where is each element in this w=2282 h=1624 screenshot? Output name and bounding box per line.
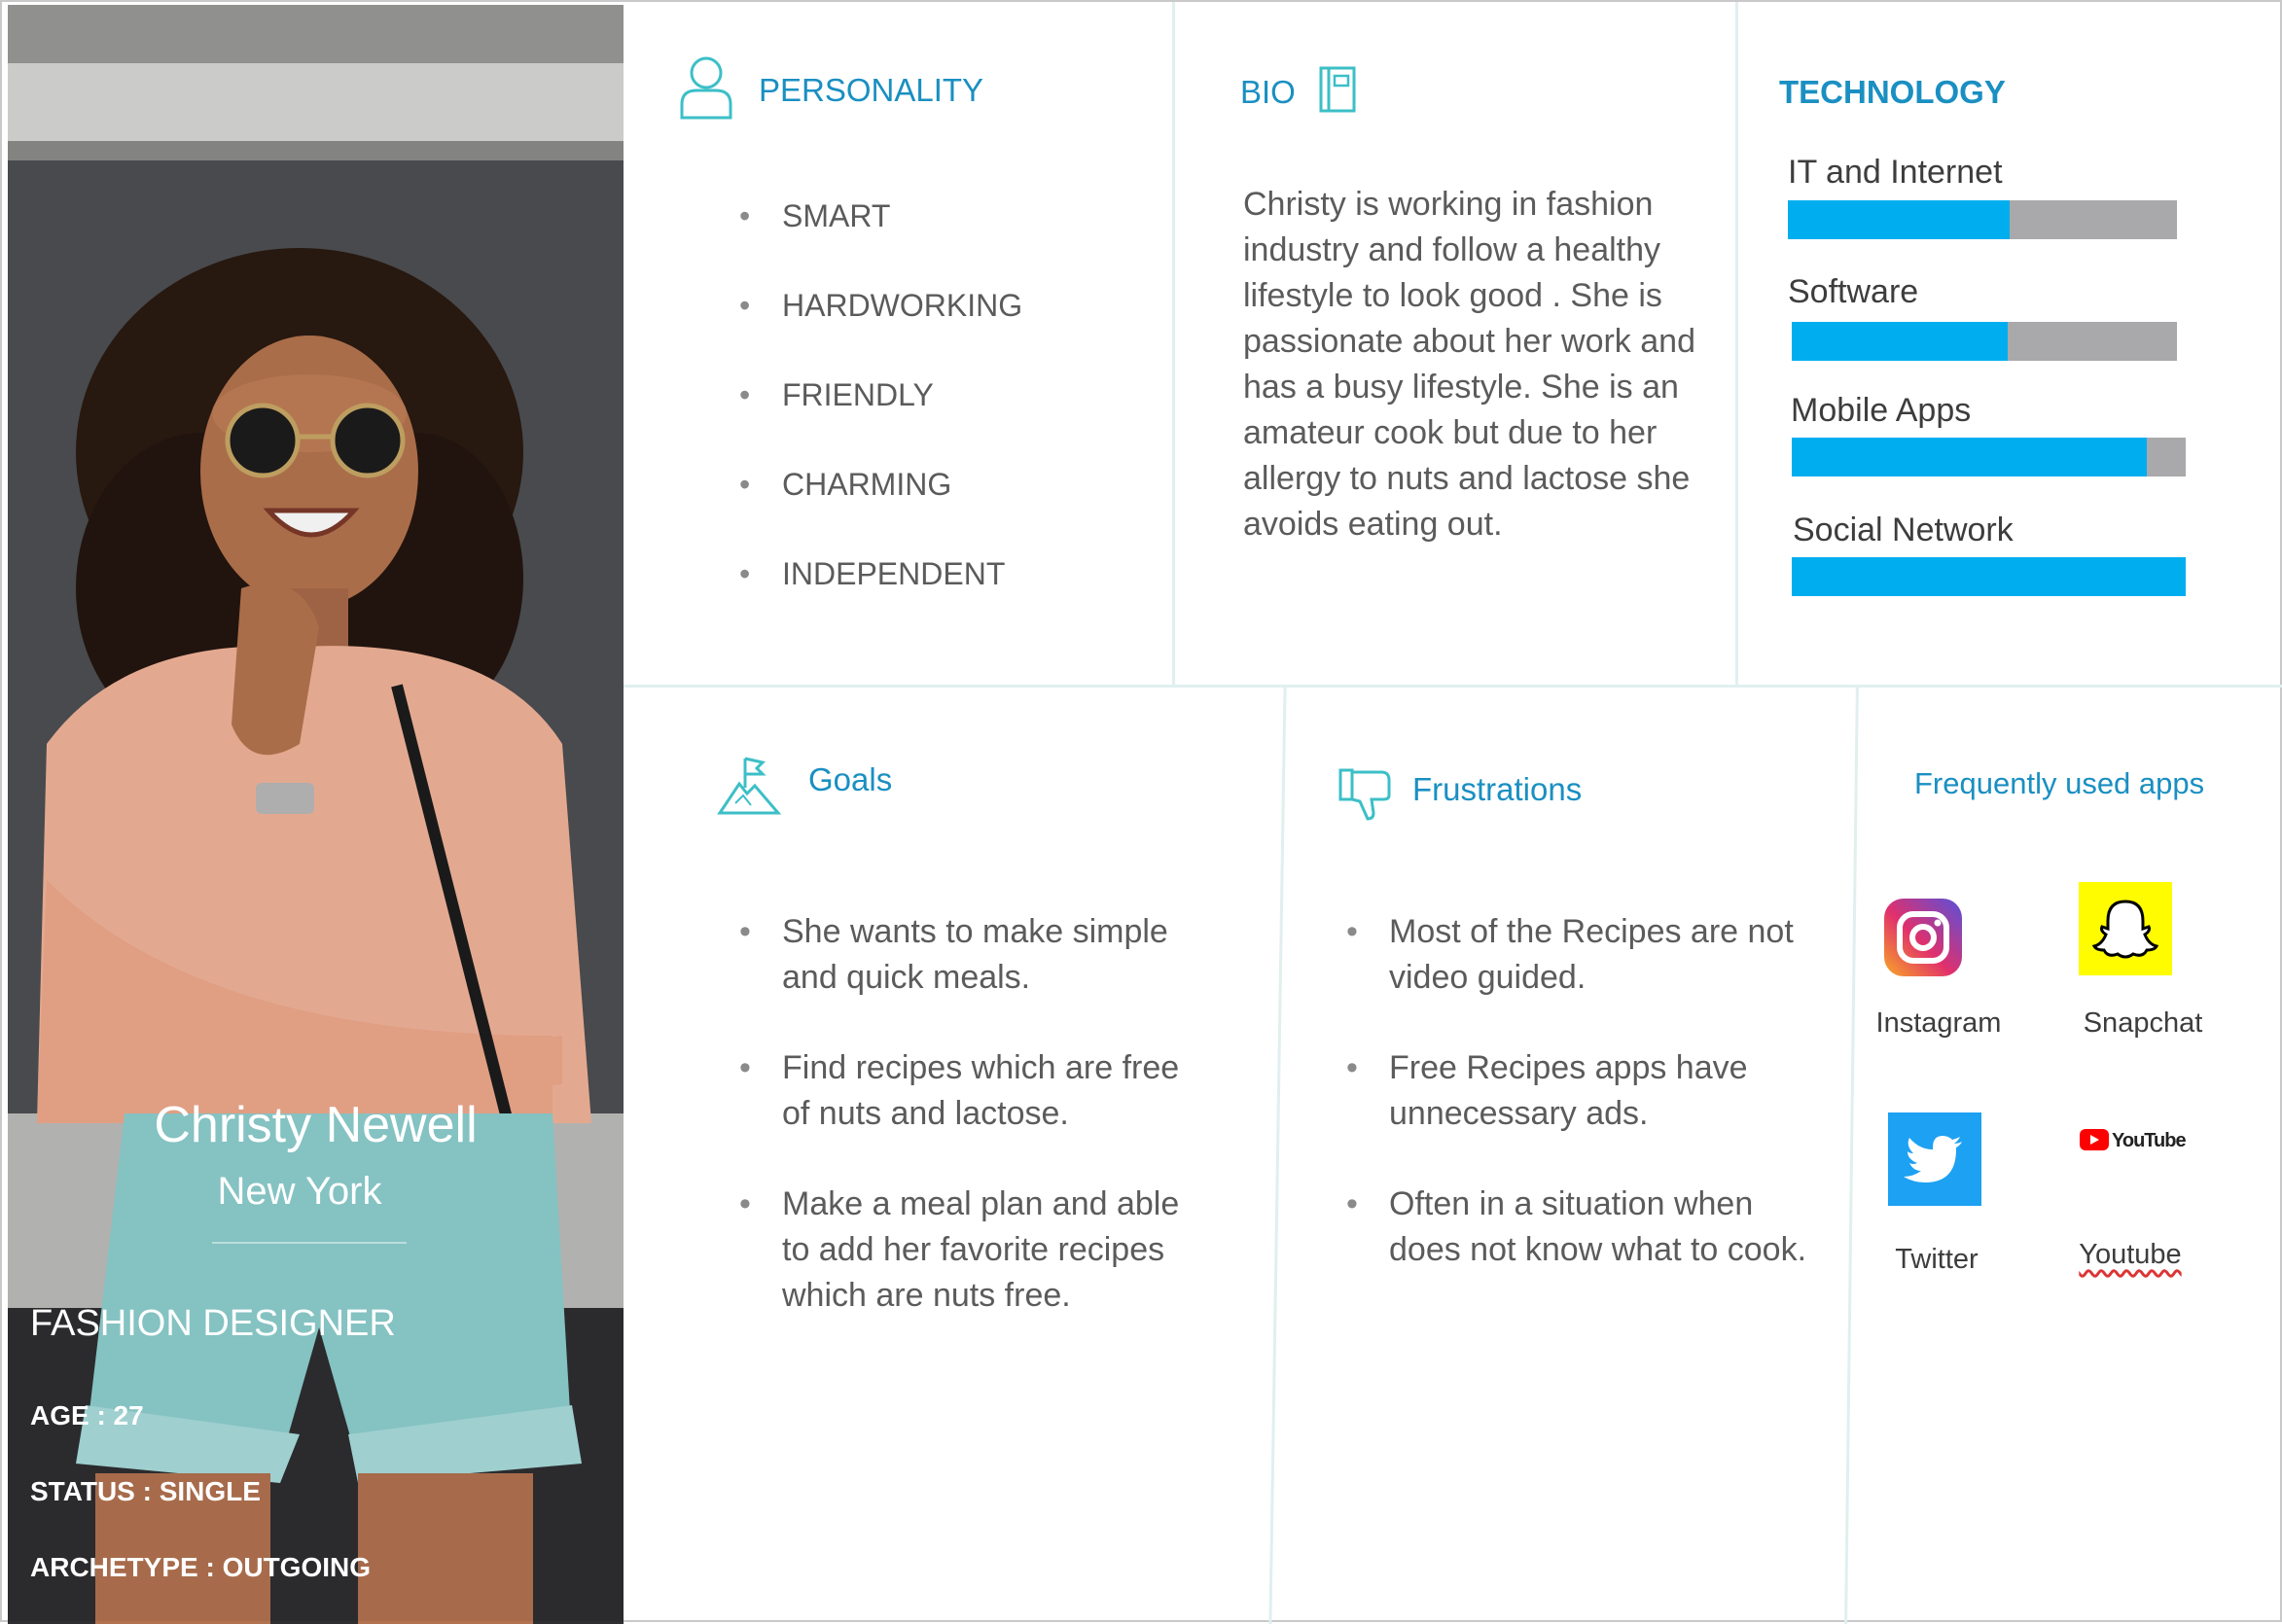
tech-bar-fill	[1788, 200, 2010, 239]
list-item: • Make a meal plan and able to add her favorite recipes which are nuts free.	[739, 1182, 1196, 1319]
app-label: Snapchat	[2083, 1007, 2203, 1039]
list-item: • HARDWORKING	[739, 288, 1022, 324]
frustrations-heading: Frustrations	[1412, 771, 1583, 807]
instagram-icon	[1882, 897, 1964, 983]
technology-heading: TECHNOLOGY	[1779, 74, 2006, 110]
divider	[624, 685, 2282, 688]
bio-text: Christy is working in fashion industry and follow a healthy lifestyle to look good . She is passionate about her work and has a busy lifestyle. She is an amateur cook but due to her allergy to nuts and lactose she avoids eating out.	[1243, 186, 1695, 543]
notebook-icon	[1319, 66, 1356, 118]
list-item: • Often in a situation when does not know what to cook.	[1346, 1182, 1813, 1273]
snapchat-icon	[2079, 882, 2172, 980]
tech-label: Mobile Apps	[1791, 392, 1972, 429]
photo-illustration	[8, 5, 624, 1621]
divider	[1735, 2, 1738, 685]
list-item: • INDEPENDENT	[739, 556, 1022, 592]
tech-bar	[1788, 200, 2177, 239]
divider	[1844, 685, 1859, 1624]
tech-label: IT and Internet	[1788, 154, 2003, 191]
tech-bar-fill	[1792, 322, 2008, 361]
persona-status: STATUS : SINGLE	[30, 1476, 261, 1506]
list-item: • FRIENDLY	[739, 377, 1022, 413]
tech-label: Software	[1788, 273, 1919, 310]
divider	[212, 1242, 407, 1244]
persona-photo	[8, 5, 624, 1621]
persona-age: AGE : 27	[30, 1400, 144, 1430]
persona-name: Christy Newell	[154, 1097, 478, 1153]
person-icon	[679, 55, 733, 124]
persona-city: New York	[217, 1170, 382, 1213]
youtube-icon	[2079, 1125, 2186, 1159]
apps-heading: Frequently used apps	[1914, 766, 2205, 800]
goals-list	[739, 909, 1196, 1363]
twitter-icon	[1888, 1112, 1981, 1211]
tech-bar	[1792, 322, 2177, 361]
app-label-text: Youtube	[2079, 1239, 2182, 1270]
frustrations-list	[1346, 909, 1813, 1318]
tech-bar-fill	[1792, 438, 2147, 477]
personality-heading: PERSONALITY	[759, 72, 984, 108]
list-item: • SMART	[739, 198, 1022, 234]
mountain-flag-icon	[718, 755, 780, 820]
app-label	[2043, 1239, 2218, 1271]
divider	[1268, 685, 1286, 1624]
app-label: Instagram	[1875, 1007, 2002, 1039]
tech-bar	[1792, 557, 2186, 596]
personality-list	[739, 198, 1022, 646]
tech-bar-fill	[1792, 557, 2186, 596]
thumbs-down-icon	[1338, 766, 1393, 826]
list-item: • She wants to make simple and quick meals.	[739, 909, 1196, 1001]
bio-heading: BIO	[1240, 74, 1296, 110]
tech-label: Social Network	[1793, 512, 2014, 548]
goals-heading: Goals	[808, 761, 893, 797]
app-label: Twitter	[1895, 1244, 1979, 1275]
persona-role: FASHION DESIGNER	[30, 1303, 396, 1344]
divider	[1172, 2, 1175, 685]
youtube-logo-text: YouTube	[2112, 1130, 2186, 1151]
list-item: • Free Recipes apps have unnecessary ads.	[1346, 1045, 1813, 1137]
persona-archetype: ARCHETYPE : OUTGOING	[30, 1552, 372, 1582]
tech-bar	[1792, 438, 2186, 477]
list-item: • CHARMING	[739, 467, 1022, 503]
list-item: • Most of the Recipes are not video guided.	[1346, 909, 1813, 1001]
list-item: • Find recipes which are free of nuts and lactose.	[739, 1045, 1196, 1137]
